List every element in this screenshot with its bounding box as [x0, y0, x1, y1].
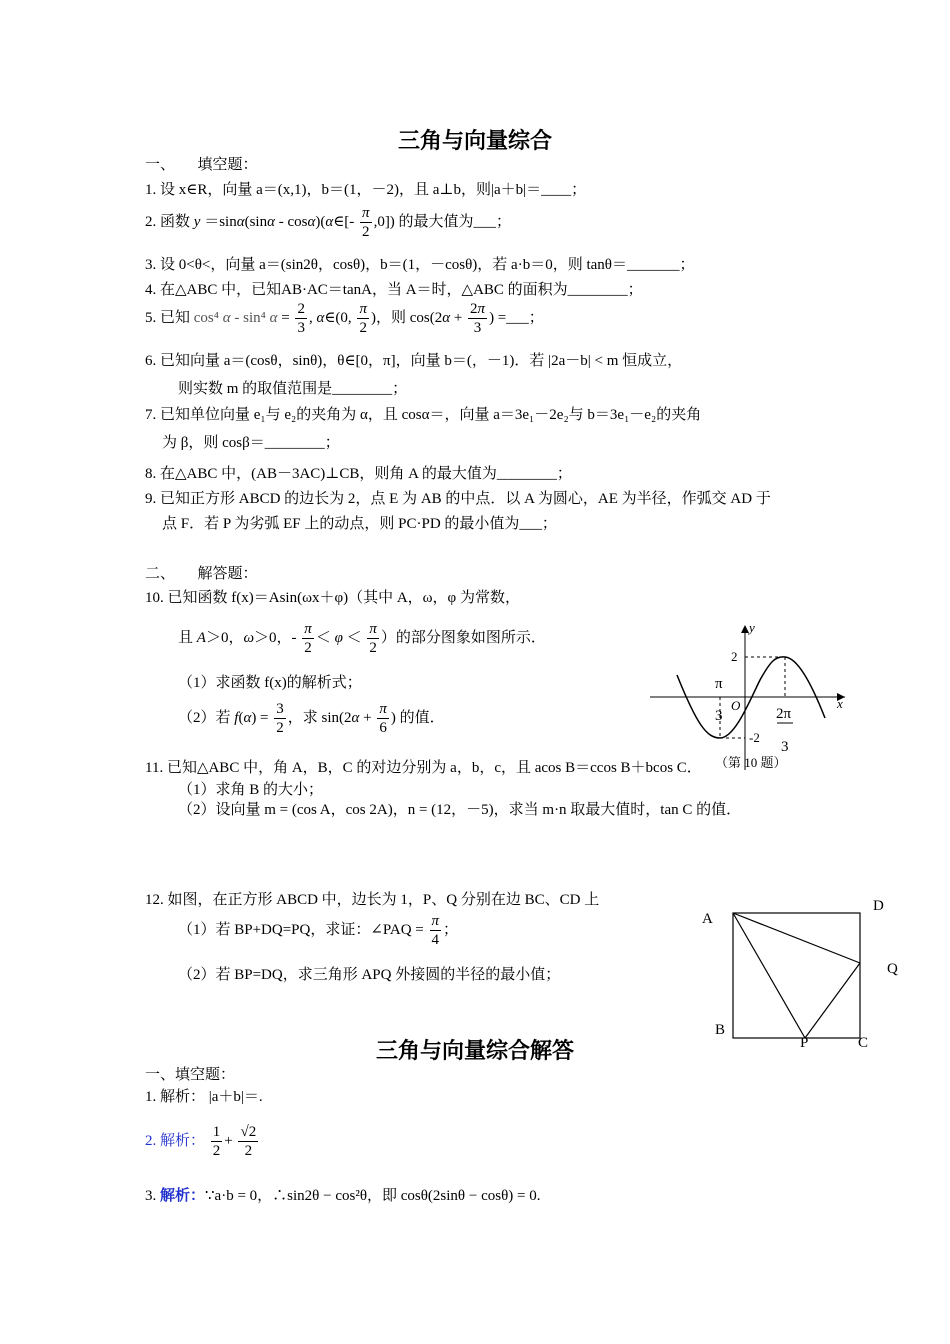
question-9-line-2: 点 F．若 P 为劣弧 EF 上的动点，则 PC·PD 的最小值为___；: [162, 516, 557, 532]
segment-ap: [733, 913, 805, 1038]
question-1: 1. 设 x∈R，向量 a＝(x,1)，b＝(1，－2)，且 a⊥b，则|a＋b|＝____；: [145, 182, 587, 198]
answer-3-body: ∵a·b = 0，∴sin2θ − cos²θ，即 cosθ(2sinθ − cosθ) = 0.: [205, 1188, 541, 1204]
question-2: 2. 函数 y ＝sinα(sinα - cosα)(α∈[- $\frac{\pi}{2}$ ,0]) 的最大值为___；: [145, 205, 512, 240]
y-max-label: 2: [731, 649, 738, 664]
x-tick-right-den: 3: [781, 739, 789, 755]
x-axis-label: x: [837, 696, 843, 711]
question-6-line-1: 6. 已知向量 a＝(cosθ，sinθ)，θ∈[0，π]，向量 b＝(，－1)．若 |2a－b| < m 恒成立，: [145, 353, 683, 369]
x-tick-left-num: π: [715, 676, 723, 692]
answer-2: 2. 解析： $\frac{1}{2}$ + $\frac{√2}{2}$: [145, 1124, 257, 1159]
question-12-line-1: 12. 如图，在正方形 ABCD 中，边长为 1，P、Q 分别在边 BC、CD 上: [145, 892, 600, 908]
y-axis-arrow-icon: [741, 625, 749, 633]
vertex-c-label: C: [858, 1035, 869, 1051]
x-tick-left-den: 3: [715, 708, 723, 724]
point-p-label: P: [800, 1035, 809, 1051]
origin-label: O: [731, 698, 741, 713]
section-heading-solve: 二、 解答题：: [145, 566, 258, 582]
answers-title: 三角与向量综合解答: [375, 1038, 574, 1063]
point-q-label: Q: [887, 961, 898, 977]
vertex-b-label: B: [715, 1022, 726, 1038]
question-11-part-2: （2）设向量 m = (cos A，cos 2A)，n = (12，－5)，求当 m·n 取最大值时，tan C 的值．: [178, 802, 742, 818]
question-6-line-2: 则实数 m 的取值范围是________；: [178, 381, 408, 397]
question-12-part-2: （2）若 BP=DQ，求三角形 APQ 外接圆的半径的最小值；: [178, 967, 561, 983]
answers-section-heading: 一、填空题：: [145, 1067, 236, 1083]
question-12-square-figure: [695, 893, 915, 1053]
segment-pq: [805, 963, 860, 1038]
vertex-a-label: A: [702, 911, 713, 927]
fraction-pi-over-2: $\frac{\pi}{2}$: [304, 621, 312, 656]
question-7-line-1: 7. 已知单位向量 e₁与 e₂的夹角为 α，且 cosα＝，向量 a＝3e₁－2e₂与 b＝3e₁－e₂的夹角: [145, 407, 702, 423]
question-10-line-2: 且 A＞0，ω＞0，- $\frac{\pi}{2}$ ＜ φ ＜ $\frac{\pi}{2}$ ）的部分图象如图所示．: [178, 621, 546, 656]
question-8: 8. 在△ABC 中，(AB－3AC)⊥CB，则角 A 的最大值为________；: [145, 466, 572, 482]
fraction-pi-over-4: $\frac{\pi}{4}$: [431, 913, 440, 948]
question-7-line-2: 为 β，则 cosβ＝________；: [162, 435, 340, 451]
fraction-2-over-3: $\frac{2}{3}$: [297, 301, 305, 336]
question-3: 3. 设 0<θ<，向量 a＝(sin2θ，cosθ)，b＝(1，－cosθ)，若 a·b＝0，则 tanθ＝_______；: [145, 257, 695, 273]
fraction-1-over-2: $\frac{1}{2}$: [212, 1124, 221, 1159]
question-10-part-1: （1）求函数 f(x)的解析式；: [178, 675, 362, 691]
answer-3: [145, 1184, 540, 1205]
answer-2-label: 2. 解析：: [145, 1132, 206, 1149]
answer-3-number: 3.: [145, 1188, 160, 1204]
question-10-graph: [645, 620, 855, 775]
fraction-2pi-over-3: $\frac{2\pi}{3}$: [470, 301, 486, 336]
fraction-pi-over-2: $\frac{\pi}{2}$: [362, 205, 370, 240]
x-tick-right-num: 2π: [776, 706, 792, 722]
y-min-label: -2: [749, 730, 760, 745]
question-12-part-1: （1）若 BP+DQ=PQ，求证：∠PAQ = $\frac{\pi}{4}$ ；: [178, 913, 459, 948]
segment-aq: [733, 913, 860, 963]
section-heading-fill-in: 一、 填空题：: [145, 157, 258, 173]
page-title: 三角与向量综合: [397, 128, 552, 153]
question-5: 5. 已知 cos⁴ α - sin⁴ α = $\frac{2}{3}$ , α∈(0, $\frac{\pi}{2}$ )，则 cos(2α + $\frac{2\pi}{3}$ ) =___；: [145, 301, 544, 336]
question-10-line-1: 10. 已知函数 f(x)＝Asin(ωx＋φ)（其中 A，ω，φ 为常数，: [145, 590, 520, 606]
answer-3-key: 解析：: [160, 1188, 206, 1204]
question-10-part-2: （2）若 f(α) = $\frac{3}{2}$ ，求 sin(2α + $\frac{\pi}{6}$ ) 的值．: [178, 701, 445, 736]
question-11-part-1: （1）求角 B 的大小；: [178, 782, 324, 798]
question-11-line-1: 11. 已知△ABC 中，角 A，B，C 的对边分别为 a，b，c，且 acos B＝ccos B＋bcos C．: [145, 760, 702, 776]
fraction-pi-over-2: $\frac{\pi}{2}$: [359, 301, 367, 336]
y-axis-label: y: [749, 620, 755, 635]
square-abcd: [733, 913, 860, 1038]
vertex-d-label: D: [873, 898, 884, 914]
fraction-3-over-2: $\frac{3}{2}$: [276, 701, 284, 736]
fraction-sqrt2-over-2: $\frac{√2}{2}$: [240, 1124, 257, 1159]
figure-caption: （第 10 题）: [715, 755, 787, 770]
answer-1: 1. 解析： |a＋b|＝.: [145, 1089, 263, 1105]
question-9-line-1: 9. 已知正方形 ABCD 的边长为 2，点 E 为 AB 的中点．以 A 为圆心，AE 为半径，作弧交 AD 于: [145, 491, 771, 507]
question-4: 4. 在△ABC 中，已知AB·AC＝tanA，当 A＝时，△ABC 的面积为________；: [145, 282, 643, 298]
fraction-pi-over-2: $\frac{\pi}{2}$: [369, 621, 377, 656]
fraction-pi-over-6: $\frac{\pi}{6}$: [379, 701, 387, 736]
